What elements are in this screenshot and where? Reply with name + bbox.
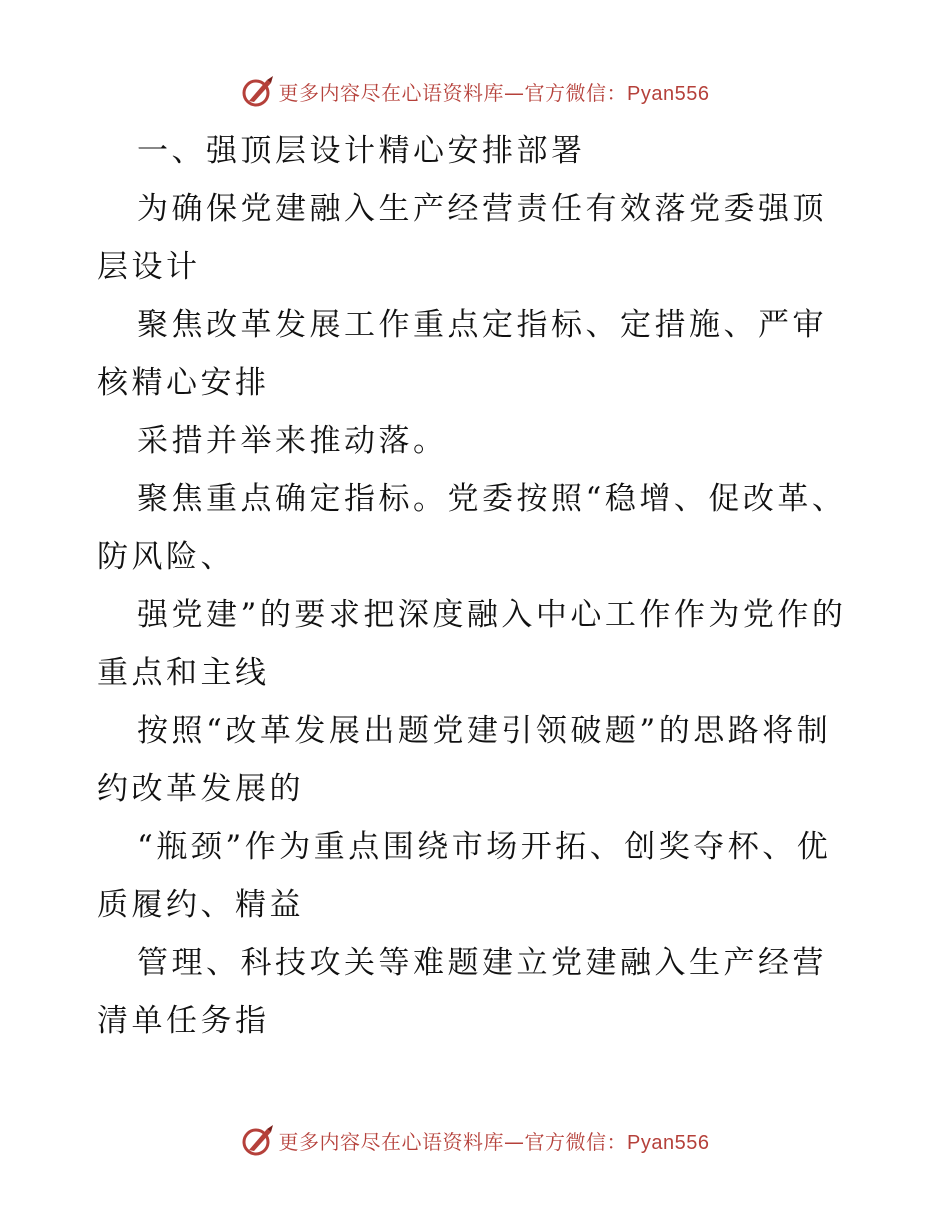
quill-pen-logo-icon <box>241 1123 275 1157</box>
header-banner-wechat: 官方微信：Pyan556 <box>524 82 710 105</box>
footer-banner <box>0 1122 950 1158</box>
document-body <box>97 122 857 1050</box>
paragraph: 管理、科技攻关等难题建立党建融入生产经营清单任务指 <box>97 945 827 1039</box>
footer-banner-text <box>279 1126 710 1155</box>
footer-banner-wechat: 官方微信：Pyan556 <box>524 1131 710 1154</box>
header-banner-main: 更多内容尽在心语资料库 <box>278 80 505 105</box>
quill-pen-logo-icon <box>241 74 275 108</box>
paragraph: 采措并举来推动落。 <box>137 423 448 459</box>
paragraph-heading: 一、强顶层设计精心安排部署 <box>137 133 586 169</box>
paragraph: 为确保党建融入生产经营责任有效落党委强顶层设计 <box>97 191 827 285</box>
paragraph: 强党建”的要求把深度融入中心工作作为党作的重点和主线 <box>97 597 847 691</box>
paragraph: “瓶颈”作为重点围绕市场开拓、创奖夺杯、优质履约、精益 <box>97 829 832 923</box>
footer-banner-dash: — <box>504 1129 525 1154</box>
header-banner-dash: — <box>504 80 525 105</box>
header-banner-text <box>279 77 710 106</box>
paragraph: 按照“改革发展出题党建引领破题”的思路将制约改革发展的 <box>97 713 832 807</box>
paragraph: 聚焦改革发展工作重点定指标、定措施、严审核精心安排 <box>97 307 827 401</box>
paragraph: 聚焦重点确定指标。党委按照“稳增、促改革、防风险、 <box>97 481 847 575</box>
header-banner <box>0 73 950 109</box>
footer-banner-main: 更多内容尽在心语资料库 <box>278 1129 505 1154</box>
